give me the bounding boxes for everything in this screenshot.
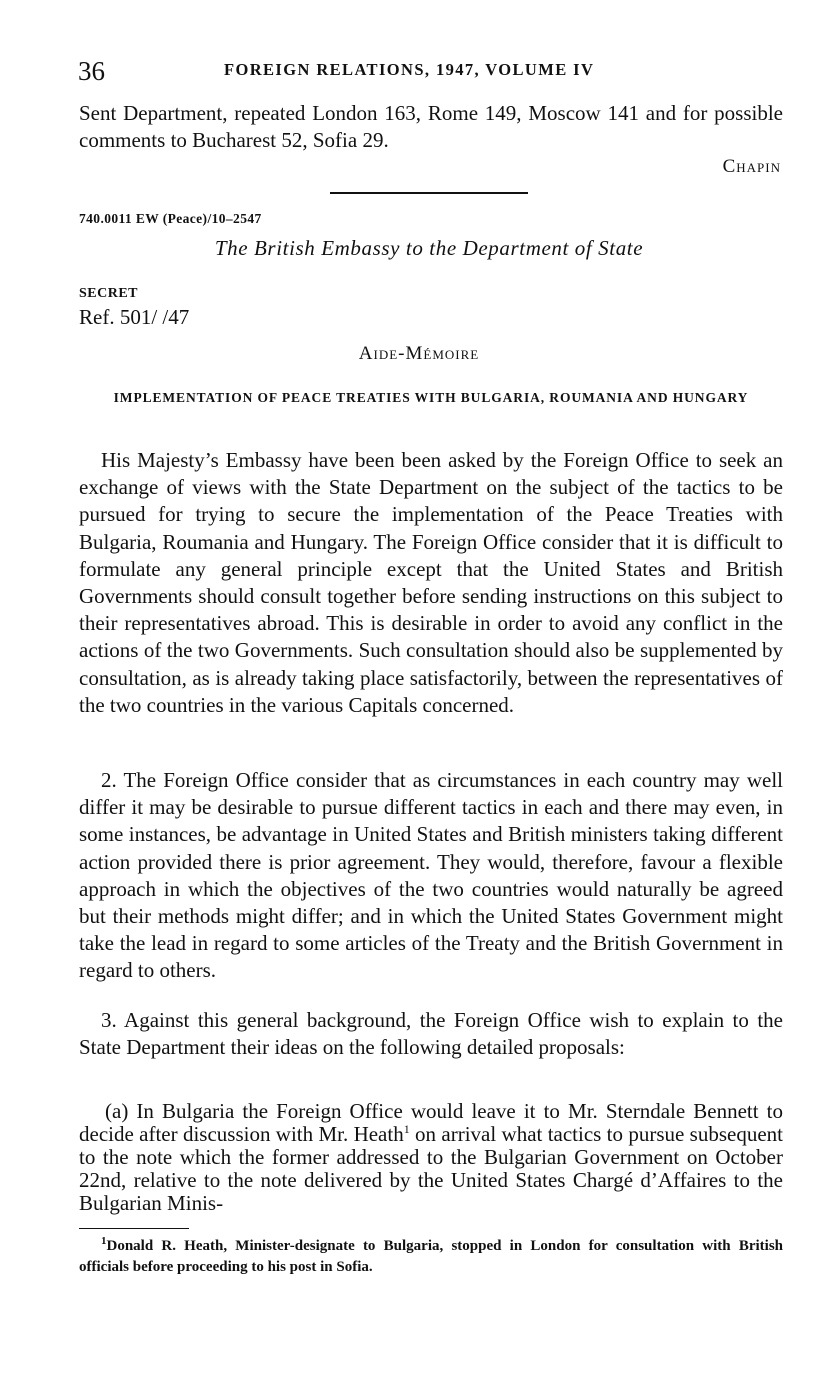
signature: Chapin xyxy=(722,156,781,177)
paragraph-1-text: His Majesty’s Embassy have been been asked by the Foreign Office to seek an exchange of views with the State Department on the subject of the tactics to be pursued for trying to secure the implementation of the Peace Treaties with Bulgaria, Roumania and Hungary. The Foreign Office consider that it is difficult to formulate any general principle except that the United States and British Governments should consult together before sending instructions on this subject to their representatives abroad. This is desirable in order to avoid any conflict in the actions of the two Governments. Such consultation should also be supplemented by consultation, as is already taking place satisfactorily, between the representatives of the two countries in the various Capitals concerned. xyxy=(79,448,783,717)
page-number: 36 xyxy=(78,56,105,86)
intro-paragraph: Sent Department, repeated London 163, Rome 149, Moscow 141 and for possible comments to Bucharest 52, Sofia 29. xyxy=(79,101,783,152)
body-paragraph-3 xyxy=(79,1007,783,1061)
body-paragraph-2 xyxy=(79,767,783,985)
file-reference: 740.0011 EW (Peace)/10–2547 xyxy=(79,211,262,226)
running-head: FOREIGN RELATIONS, 1947, VOLUME IV xyxy=(224,60,595,79)
footnote-reference[interactable]: 1 xyxy=(403,1122,410,1136)
section-divider xyxy=(330,192,528,194)
document-type-heading: Aide-Mémoire xyxy=(358,343,480,364)
footnote-marker: 1 xyxy=(101,1235,107,1247)
footnote-divider xyxy=(79,1228,189,1229)
reference-number: Ref. 501/ /47 xyxy=(79,305,190,329)
item-a-text-end: on arrival what tactics to pursue subsequent to the note which the former addressed to the Bulgarian Government on October 22nd, relative to the note delivered by the United States Chargé d’Affaires to the Bulgarian Minis- xyxy=(79,1122,784,1215)
subject-heading: IMPLEMENTATION OF PEACE TREATIES WITH BULGARIA, ROUMANIA AND HUNGARY xyxy=(113,390,749,405)
document-title: The British Embassy to the Department of State xyxy=(214,236,644,260)
item-a-text xyxy=(79,1100,783,1215)
paragraph-2-text: 2. The Foreign Office consider that as circumstances in each country may well differ it may be desirable to pursue different tactics in each and there may even, in some instances, be advantage in United States and British ministers taking different action provided there is prior agreement. They would, therefore, favour a flexible approach in which the objectives of the two countries would naturally be agreed but their methods might differ; and in which the United States Government might take the lead in regard to some articles of the Treaty and the British Government in regard to others. xyxy=(79,768,783,983)
footnote-text: Donald R. Heath, Minister-designate to Bulgaria, stopped in London for consultation with British officials before proceeding to his post in Sofia. xyxy=(79,1238,783,1275)
item-a-paragraph xyxy=(79,1100,783,1215)
paragraph-3-text: 3. Against this general background, the Foreign Office wish to explain to the State Department their ideas on the following detailed proposals: xyxy=(79,1008,783,1060)
item-a-text-start: (a) In Bulgaria the Foreign Office would leave it to Mr. Sterndale Bennett to decide after discussion with Mr. Heath xyxy=(79,1099,783,1146)
classification-label: SECRET xyxy=(79,286,139,301)
body-paragraph-1 xyxy=(79,447,783,719)
footnote xyxy=(79,1236,783,1278)
